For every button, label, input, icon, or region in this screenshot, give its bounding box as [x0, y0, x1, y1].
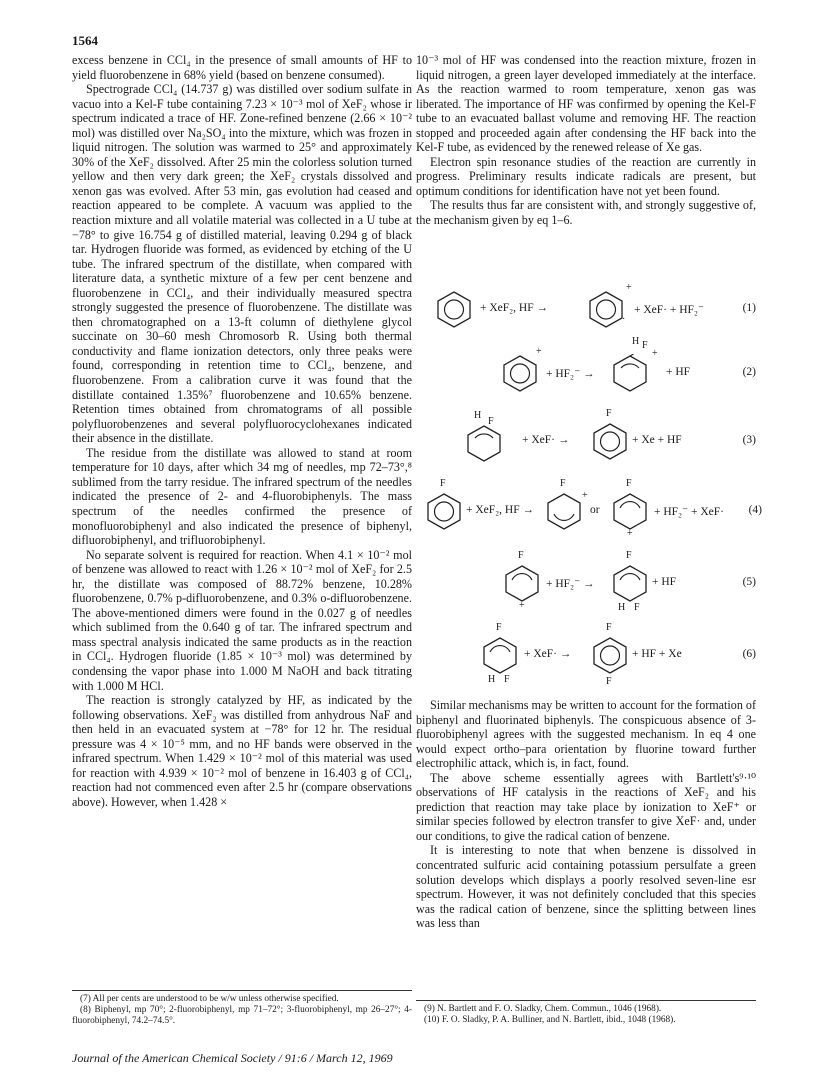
- products: + Xe + HF: [632, 434, 682, 446]
- paragraph: It is interesting to note that when benzene is dissolved in concentrated sulfuric acid containing potassium persulfate a green solution develops which displays a poorly resolved seven-line esr spectrum. However, it was not definitely concluded that this species was the radical cation of benzene, since the splitting between lines was less than: [416, 843, 756, 931]
- difluorocyclohexadienyl-icon: [482, 636, 518, 674]
- or-label: or: [590, 504, 600, 516]
- reagents: + XeF· →: [524, 648, 572, 660]
- charge-plus: +: [652, 348, 658, 359]
- paragraph: The residue from the distillate was allowed to stand at room temperature for 10 days, after which 34 mg of needles, mp 72–73°,⁸ sublimed from the tarry residue. The infrared spectrum of the needles indicated the presence of 2- and 4-fluorobiphenyls. The mass spectrum of the needles confirmed the presence of monofluorobiphenyl and also indicated the presence of biphenyl, difluorobiphenyl, and trifluorobiphenyl.: [72, 445, 412, 548]
- benzene-radical-cation-icon: [588, 290, 626, 328]
- paragraph: The above scheme essentially agrees with Bartlett's⁹·¹⁰ observations of HF catalysis in the reactions of XeF₂ and his prediction that reaction may take place by ionization to XeF⁺ or similar species followed by electron transfer to give XeF· and, under our conditions, to give the radical cation of benzene.: [416, 770, 756, 843]
- equation-number: (1): [742, 302, 756, 314]
- atom-f: F: [606, 408, 612, 419]
- atom-f: F: [496, 622, 502, 633]
- charge-plus: +: [582, 490, 588, 501]
- fluorobenzene-icon: [426, 492, 462, 530]
- equation-5: [416, 550, 756, 613]
- paragraph: excess benzene in CCl₄ in the presence of small amounts of HF to yield fluorobenzene in 68% yield (based on benzene consumed).: [72, 53, 412, 82]
- atom-f: F: [606, 676, 612, 687]
- equation-2: [416, 336, 756, 402]
- journal-footer: Journal of the American Chemical Society / 91:6 / March 12, 1969: [72, 1051, 393, 1065]
- products: + HF + Xe: [632, 648, 682, 660]
- equation-number: (4): [748, 504, 762, 516]
- atom-f: F: [634, 602, 640, 613]
- difluorocyclohexadienyl-icon: [612, 564, 648, 602]
- reagents: + HF₂⁻ →: [546, 578, 595, 590]
- fluorobenzene-radical-cation-icon: [504, 564, 540, 602]
- reagents: + XeF₂, HF →: [480, 302, 549, 314]
- footnotes-right: [416, 1000, 756, 1026]
- paragraph: The results thus far are consistent with, and strongly suggestive of, the mechanism given by eq 1–6.: [416, 198, 756, 228]
- fluorobenzene-icon: [592, 422, 628, 460]
- products: + HF₂⁻ + XeF·: [654, 506, 725, 518]
- reagents: + HF₂⁻ →: [546, 368, 595, 380]
- footnote-rule: [72, 990, 412, 991]
- charge-plus: +: [536, 346, 542, 357]
- paragraph: Spectrograde CCl₄ (14.737 g) was distilled over sodium sulfate in vacuo into a Kel-F tube containing 7.23 × 10⁻³ mol of XeF₂ whose ir spectrum indicated a trace of HF. Zone-refined benzene (2.66 × 10⁻² mol) was distilled over Na₂SO₄ into the mixture, which was frozen in liquid nitrogen. The solution was warmed to 25° and approximately 30% of the XeF₂ dissolved. After 25 min the colorless solution turned yellow and then very dark green; the XeF₂ crystals dissolved and xenon gas was evolved. After 53 min, gas evolution had ceased and reaction appeared to be complete. A vacuum was applied to the reaction mixture and all volatile material was collected in a U tube at −78° to give 16.754 g of distilled material, leaving 0.294 g of black tar. Hydrogen fluoride was formed, as evidenced by etching of the U tube. The infrared spectrum of the distillate, when compared with literature data, a synthetic mixture of a few per cent benzene and fluorobenzene in CCl₄, and their individually measured spectra strongly suggested the presence of fluorobenzene. The distillate was then chromatographed on a 13-ft column of diethylene glycol succinate on 30–60 mesh Chromosorb R. Using both thermal conductivity and flame ionization detectors, only three peaks were found, corresponding in retention time to CCl₄, benzene, and fluorobenzene. From a calibration curve it was found that the distillate contained 1.35%⁷ fluorobenzene and 10.65% benzene. Retention times obtained from chromatograms of all possible polyfluorobenzenes and several polyfluorocyclohexanes indicated their absence in the distillate.: [72, 82, 412, 446]
- equation-number: (5): [742, 576, 756, 588]
- atom-f: F: [560, 478, 566, 489]
- benzene-radical-cation-icon: [502, 354, 538, 392]
- fluorocyclohexadienyl-radical-icon: [466, 422, 506, 462]
- equation-1: [416, 280, 756, 340]
- equation-number: (3): [742, 434, 756, 446]
- charge-plus: +: [627, 528, 633, 539]
- atom-h: H: [488, 674, 496, 685]
- atom-f: F: [626, 478, 632, 489]
- left-column: [72, 53, 412, 809]
- equation-3: [416, 408, 756, 468]
- footnotes-left: [72, 990, 412, 1026]
- equation-number: (6): [742, 648, 756, 660]
- equation-6: [416, 620, 756, 687]
- atom-h: H: [632, 336, 640, 347]
- products: + HF: [652, 576, 677, 588]
- atom-h: H: [474, 410, 482, 421]
- fluorobenzene-radical-cation-icon: [546, 492, 582, 530]
- paragraph: No separate solvent is required for reaction. When 4.1 × 10⁻² mol of benzene was allowed to react with 1.26 × 10⁻² mol of XeF₂ for 2.5 hr, the distillate was composed of 88.72% benzene, 10.28% fluorobenzene, 0.7% p-difluorobenzene, and 0.3% o-difluorobenzene. The above-mentioned dimers were found in the 0.027 g of needles which sublimed from the 0.640 g of tar. The infrared spectrum and mass spectral analysis indicated the same products as in the reaction in CCl₄. Hydrogen fluoride (1.85 × 10⁻³ mol) was determined by condensing the vapor phase into 1.000 M NaOH and back titrating with 1.000 M HCl.: [72, 547, 412, 693]
- atom-f: F: [518, 550, 524, 561]
- paragraph: Similar mechanisms may be written to account for the formation of biphenyl and fluorinated biphenyls. The conspicuous absence of 3-fluorobiphenyl agrees with the suggested mechanism. In eq 4 one would expect ortho–para orientation by fluorine toward further electrophilic attack, which is, in fact, found.: [416, 698, 756, 771]
- products: + HF: [666, 366, 691, 378]
- atom-f: F: [642, 340, 648, 351]
- equation-number: (2): [742, 366, 756, 378]
- products: + XeF· + HF₂⁻: [634, 304, 705, 316]
- benzene-ring-icon: [436, 290, 472, 328]
- right-column: [416, 53, 756, 228]
- reaction-scheme: [416, 280, 762, 687]
- fluorobenzene-radical-cation-icon: [612, 492, 648, 530]
- radical-dot: ·: [622, 314, 626, 325]
- atom-h: H: [618, 602, 626, 613]
- charge-plus: +: [519, 600, 525, 611]
- paragraph: 10⁻³ mol of HF was condensed into the reaction mixture, frozen in liquid nitrogen, a green layer developed immediately at the interface. As the reaction warmed to room temperature, xenon gas was liberated. The importance of HF was confirmed by opening the Kel-F tube to an evacuated ballast volume and removing HF. The reaction stopped and proceeded again after condensing the HF back into the Kel-F tube, as evidenced by the renewed release of Xe gas.: [416, 53, 756, 155]
- atom-f: F: [626, 550, 632, 561]
- footnote: (10) F. O. Sladky, P. A. Bulliner, and N. Bartlett, ibid., 1048 (1968).: [424, 1014, 676, 1025]
- atom-f: F: [440, 478, 446, 489]
- footnote: (7) All per cents are understood to be w/w unless otherwise specified.: [80, 994, 339, 1004]
- footnote: (8) Biphenyl, mp 70°; 2-fluorobiphenyl, mp 71–72°; 3-fluorobiphenyl, mp 26–27°; 4-fluorobiphenyl, 74.2–74.5°.: [72, 1004, 412, 1026]
- atom-f: F: [504, 674, 510, 685]
- right-column-lower: [416, 698, 756, 931]
- reagents: + XeF₂, HF →: [466, 504, 535, 516]
- footnote: (9) N. Bartlett and F. O. Sladky, Chem. Commun., 1046 (1968).: [424, 1004, 662, 1014]
- paragraph: Electron spin resonance studies of the reaction are currently in progress. Preliminary results indicate radicals are present, but optimum conditions for identification have not yet been found.: [416, 154, 756, 198]
- atom-f: F: [606, 622, 612, 633]
- footnote-rule: [416, 1000, 756, 1001]
- fluorocyclohexadienyl-icon: [612, 354, 652, 394]
- equation-4: [416, 478, 762, 539]
- page-number: 1564: [72, 33, 98, 48]
- paragraph: The reaction is strongly catalyzed by HF, as indicated by the following observations. XeF₂ was distilled from anhydrous NaF and then held in an evacuated system at −78° for 12 hr. The residual pressure was 4 × 10⁻⁵ mm, and no HF bands were observed in the infrared spectrum. When 1.429 × 10⁻² mol of this material was used for reaction with 4.939 × 10⁻² mol of benzene in 16.403 g of CCl₄, reaction had not commenced even after 2.5 hr (compare observations above). However, when 1.428 ×: [72, 693, 412, 809]
- difluorobenzene-icon: [592, 636, 628, 674]
- atom-f: F: [488, 416, 494, 427]
- reagents: + XeF· →: [522, 434, 570, 446]
- charge-plus: +: [626, 282, 632, 293]
